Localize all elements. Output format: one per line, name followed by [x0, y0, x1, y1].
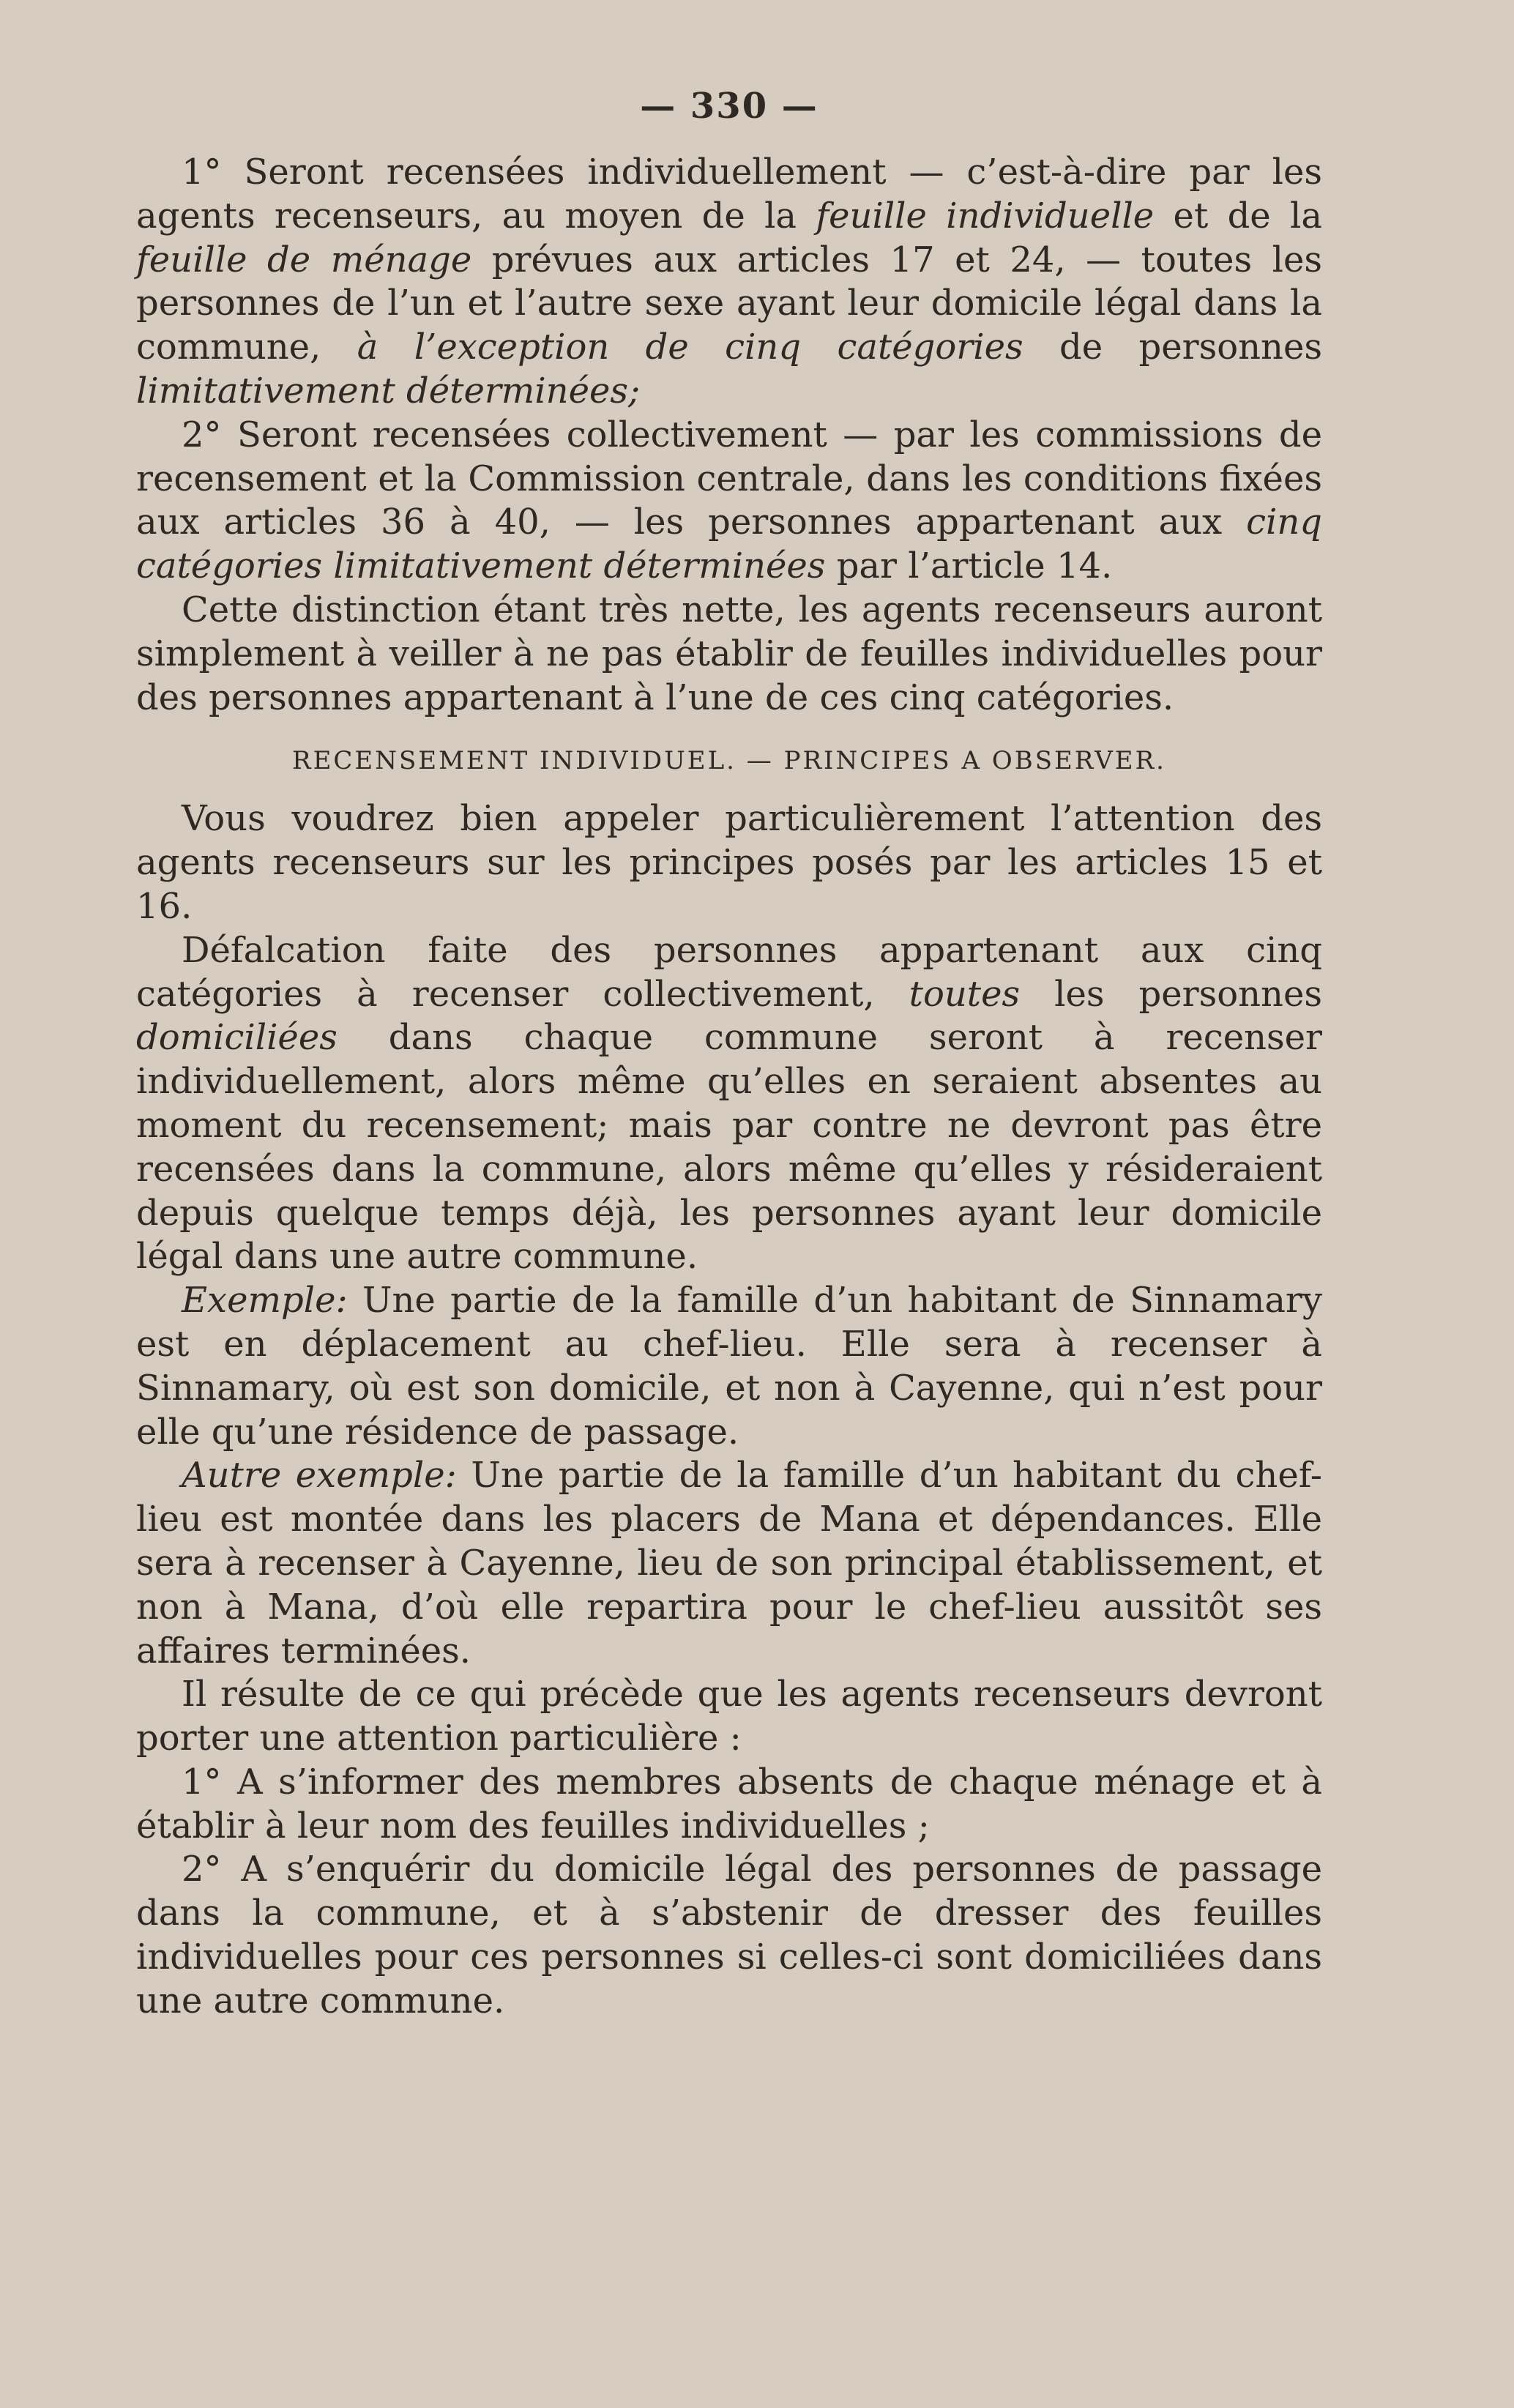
other-example-label: Autre exemple: [182, 1455, 457, 1496]
paragraph-1-em-b: feuille de ménage [136, 239, 472, 280]
section-paragraph-2-text-a: Défalcation faite des personnes appartenant aux cinq catégories à recenser collectivement, [136, 929, 1322, 1015]
paragraph-1-text-a: 1° Seront recensées individuellement — c’est-à-dire par les agents recenseurs, au moyen de la [136, 152, 1322, 236]
paragraph-1-em-c: à l’exception de cinq catégories [357, 327, 1023, 368]
paragraph-3: Cette distinction étant très nette, les agents recenseurs auront simplement à veiller à ne pas établir de feuilles individuelles pour des personnes appartenant à l’une de ces cinq catégories. [136, 589, 1322, 718]
section-paragraph-3 [136, 1279, 1322, 1454]
section-paragraph-2 [136, 929, 1322, 1279]
section-paragraph-6: 1° A s’informer des membres absents de chaque ménage et à établir à leur nom des feuilles individuelles ; [136, 1761, 1322, 1846]
paragraph-1-em-d: limitativement déterminées; [136, 370, 641, 411]
paragraph-1-text-c: prévues aux articles 17 et 24, — toutes les personnes de l’un et l’autre sexe ayant leur domicile légal dans la commune, [136, 239, 1322, 368]
section-paragraph-2-text-b: les personnes [1020, 973, 1322, 1015]
paragraph-1 [136, 151, 1322, 414]
section-heading: RECENSEMENT INDIVIDUEL. — PRINCIPES A OBSERVER. [292, 746, 1166, 776]
section-paragraph-7: 2° A s’enquérir du domicile légal des personnes de passage dans la commune, et à s’abstenir de dresser des feuilles individuelles pour ces personnes si celles-ci sont domiciliées dans une autre commune. [136, 1849, 1322, 2021]
section-paragraph-4-text: Une partie de la famille d’un habitant du chef-lieu est montée dans les placers de Mana et dépendances. Elle sera à recenser à Cayenne, lieu de son principal établissement, et non à Mana, d’où elle repartira pour le chef-lieu aussitôt ses affaires terminées. [136, 1455, 1322, 1671]
section-paragraph-2-em-a: toutes [909, 973, 1021, 1015]
paragraph-2-em-a: cinq catégories limitativement déterminées [136, 502, 1322, 587]
paragraph-1-text-b: et de la [1154, 195, 1322, 236]
section-paragraph-4 [136, 1454, 1322, 1673]
section-paragraph-2-text-c: dans chaque commune seront à recenser individuellement, alors même qu’elles en seraient absentes au moment du recensement; mais par contre ne devront pas être recensées dans la commune, alors même qu’elles y résideraient depuis quelque temps déjà, les personnes ayant leur domicile légal dans une autre commune. [136, 1017, 1322, 1278]
section-paragraph-2-em-b: domiciliées [136, 1017, 338, 1059]
paragraph-2-text-a: 2° Seront recensées collectivement — par les commissions de recensement et la Commission centrale, dans les conditions fixées aux articles 36 à 40, — les personnes appartenant aux [136, 414, 1322, 543]
paragraph-1-em-a: feuille individuelle [816, 195, 1155, 236]
paragraph-2 [136, 414, 1322, 589]
example-label: Exemple: [182, 1280, 348, 1322]
text-block [136, 81, 1322, 2024]
paragraph-1-text-d: de personnes [1023, 327, 1323, 368]
section-paragraph-5: Il résulte de ce qui précède que les agents recenseurs devront porter une attention particulière : [136, 1674, 1322, 1759]
paragraph-2-text-b: par l’article 14. [825, 545, 1113, 587]
section-paragraph-1: Vous voudrez bien appeler particulièrement l’attention des agents recenseurs sur les principes posés par les articles 15 et 16. [136, 798, 1322, 927]
section-paragraph-3-text: Une partie de la famille d’un habitant de Sinnamary est en déplacement au chef-lieu. Elle sera à recenser à Sinnamary, où est son domicile, et non à Cayenne, qui n’est pour elle qu’une résidence de passage. [136, 1280, 1322, 1453]
page-number: — 330 — [640, 86, 818, 127]
